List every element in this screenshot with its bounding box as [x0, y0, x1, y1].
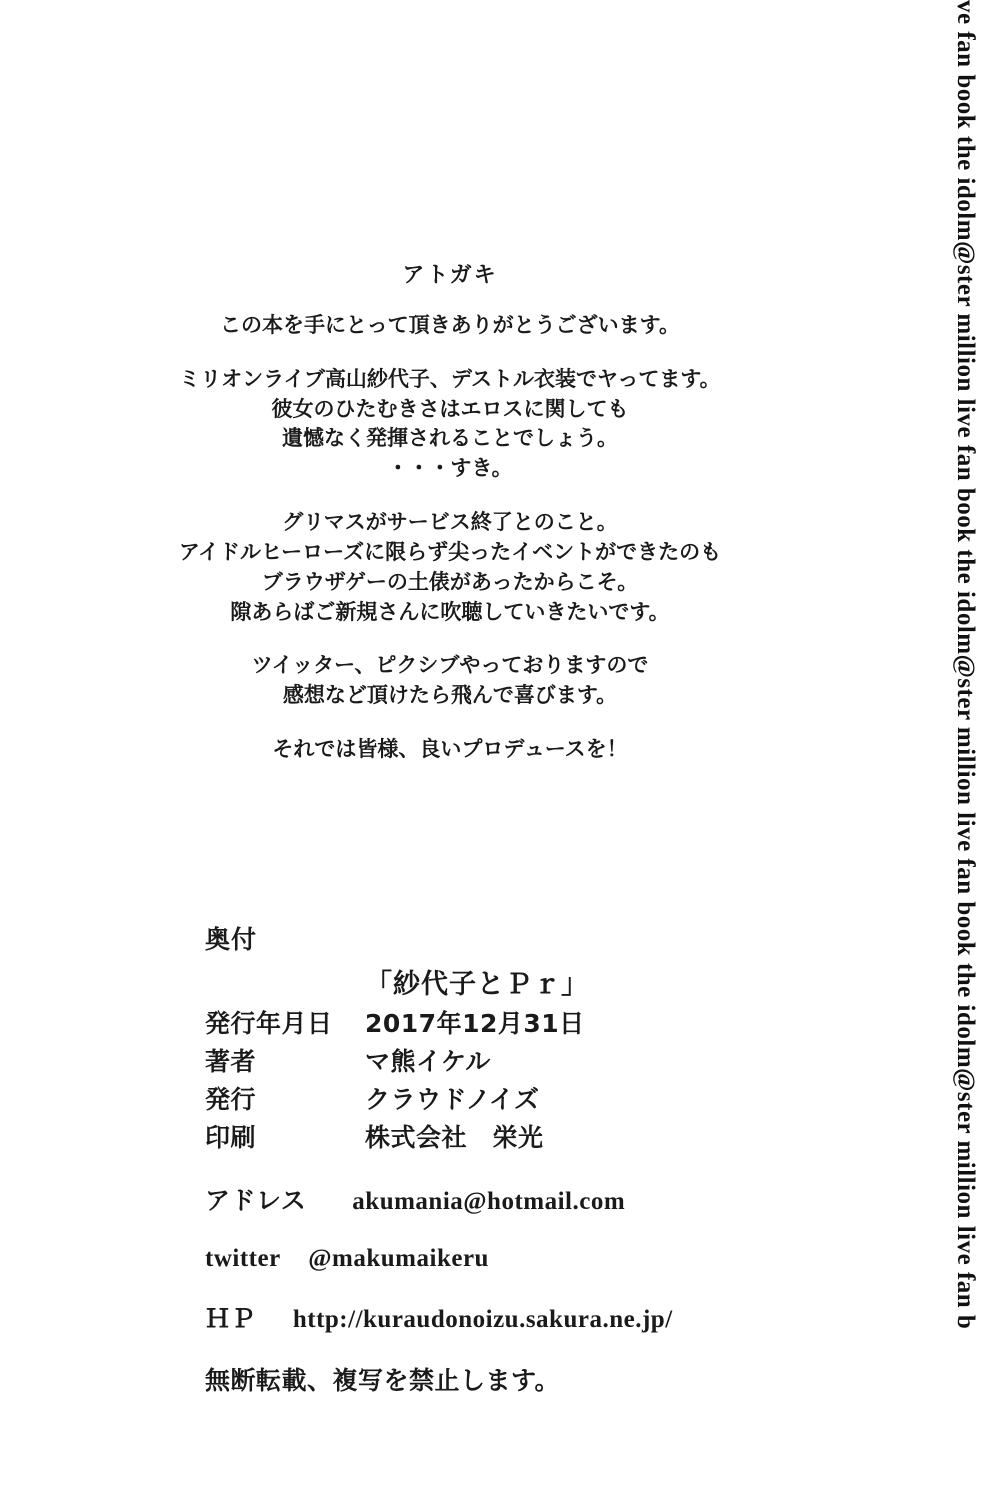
- afterword-paragraph: [0, 365, 900, 484]
- afterword-paragraph: [0, 651, 900, 711]
- colophon-section: [205, 920, 925, 1423]
- vertical-side-banner: [930, 0, 1000, 1487]
- copyright-notice: 無断転載、複写を禁止します。: [205, 1366, 561, 1395]
- table-row: [205, 1003, 585, 1041]
- colophon-row-label: 著者: [205, 1047, 257, 1076]
- colophon-row-label: 発行: [205, 1085, 257, 1114]
- table-row: [205, 1041, 585, 1079]
- twitter-handle[interactable]: @makumaikeru: [308, 1245, 489, 1272]
- address-label: アドレス: [205, 1186, 307, 1215]
- table-row: [205, 1117, 585, 1155]
- afterword-line: ミリオンライブ高山紗代子、デストル衣装でヤってます。: [179, 366, 721, 391]
- colophon-heading: 奥付: [205, 925, 258, 954]
- afterword-section: [0, 258, 900, 789]
- afterword-line: この本を手にとって頂きありがとうございます。: [220, 313, 680, 337]
- afterword-line: 感想など頂けたら飛んで喜びます。: [282, 683, 618, 708]
- afterword-line: グリマスがサービス終了とのこと。: [282, 510, 618, 535]
- afterword-line: 隙あらばご新規さんに吹聴していきたいです。: [230, 599, 670, 624]
- colophon-row-value: 株式会社 栄光: [365, 1123, 544, 1152]
- afterword-line: 遺憾なく発揮されることでしょう。: [282, 426, 618, 451]
- colophon-row-label: 発行年月日: [205, 1009, 333, 1038]
- homepage-label: ＨＰ: [205, 1304, 257, 1333]
- afterword-line: アイドルヒーローズに限らず尖ったイベントができたのも: [178, 539, 722, 564]
- table-row: [205, 1079, 585, 1117]
- colophon-row-label: 印刷: [205, 1123, 257, 1152]
- afterword-paragraph: [0, 508, 900, 627]
- colophon-row-value: 2017年12月31日: [365, 1009, 585, 1038]
- afterword-line: ・・・すき。: [387, 456, 513, 481]
- colophon-twitter-row: [205, 1243, 925, 1273]
- colophon-address-row: [205, 1181, 925, 1217]
- colophon-table: [205, 1003, 585, 1155]
- homepage-url[interactable]: http://kuraudonoizu.sakura.ne.jp/: [292, 1306, 673, 1333]
- afterword-title: アトガキ: [402, 263, 498, 288]
- afterword-paragraph: [0, 311, 900, 341]
- colophon-row-value: クラウドノイズ: [365, 1085, 540, 1114]
- colophon-book-title: 「紗代子とＰｒ」: [365, 969, 589, 1000]
- afterword-line: ブラウザゲーの土俵があったからこそ。: [261, 569, 639, 594]
- afterword-line: 彼女のひたむきさはエロスに関しても: [271, 396, 629, 421]
- colophon-homepage-row: [205, 1299, 925, 1335]
- vertical-banner-text: ve fan book the idolm@ster million live fan book the idolm@ster million live fan book the idolm@ster million live fan b: [952, 0, 979, 1330]
- colophon-row-value: マ熊イケル: [365, 1047, 491, 1076]
- afterword-paragraph: [0, 735, 900, 765]
- afterword-line: それでは皆様、良いプロデュースを！: [272, 736, 628, 761]
- afterword-line: ツイッター、ピクシブやっておりますので: [251, 653, 649, 678]
- colophon-contact-block: [205, 1181, 925, 1397]
- twitter-label: twitter: [205, 1245, 281, 1272]
- address-value[interactable]: akumania@hotmail.com: [352, 1188, 626, 1215]
